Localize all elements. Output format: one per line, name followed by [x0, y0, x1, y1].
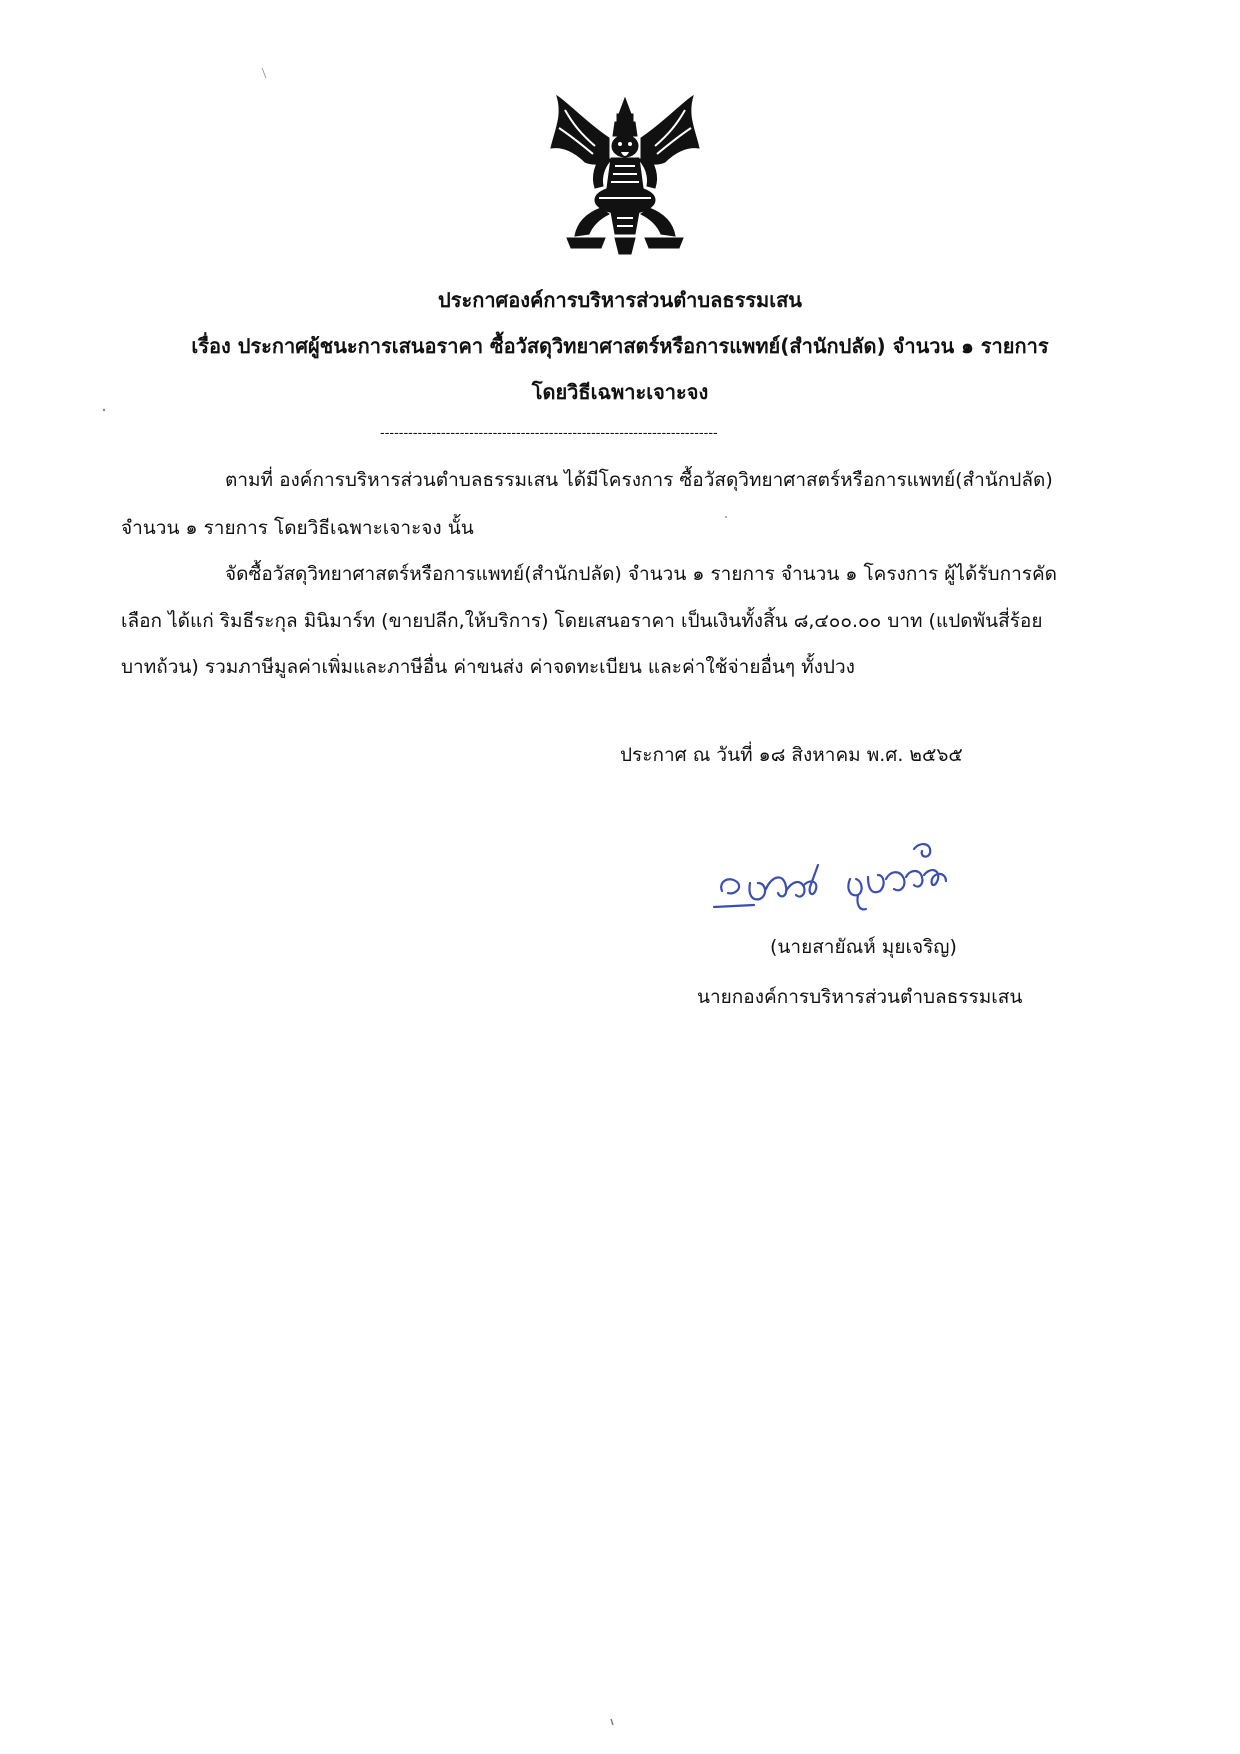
garuda-emblem-icon [545, 92, 705, 260]
paragraph-2-line-1: จัดซื้อวัสดุวิทยาศาสตร์หรือการแพทย์(สำนักปลัด) จำนวน ๑ รายการ จำนวน ๑ โครงการ ผู้ได้รับการคัด [225, 563, 1057, 585]
signature-ink [714, 844, 946, 909]
paragraph-1-line-2: จำนวน ๑ รายการ โดยวิธีเฉพาะเจาะจง นั้น [121, 517, 474, 539]
signer-title: นายกองค์การบริหารส่วนตำบลธรรมเสน [697, 986, 1023, 1008]
separator-line: ------------------------------------------------------------------------ [380, 426, 718, 441]
paragraph-1-line-1: ตามที่ องค์การบริหารส่วนตำบลธรรมเสน ได้มีโครงการ ซื้อวัสดุวิทยาศาสตร์หรือการแพทย์(สำนักปลัด) [225, 469, 1053, 491]
procurement-method: โดยวิธีเฉพาะเจาะจง [531, 380, 709, 404]
signer-name: (นายสายัณห์ มุยเจริญ) [770, 936, 957, 958]
announcement-date: ประกาศ ณ วันที่ ๑๘ สิงหาคม พ.ศ. ๒๕๖๕ [620, 744, 963, 766]
paragraph-2-line-2: เลือก ได้แก่ ริมธีระกุล มินิมาร์ท (ขายปลีก,ให้บริการ) โดยเสนอราคา เป็นเงินทั้งสิ้น ๘,๔๐๐.๐๐ บาท (แปดพันสี่ร้อย [121, 610, 1043, 632]
announcement-subject: เรื่อง ประกาศผู้ชนะการเสนอราคา ซื้อวัสดุวิทยาศาสตร์หรือการแพทย์(สำนักปลัด) จำนวน ๑ รายการ [191, 334, 1049, 358]
announcement-title: ประกาศองค์การบริหารส่วนตำบลธรรมเสน [438, 288, 802, 312]
handwritten-signature [700, 835, 1020, 921]
paragraph-2-line-3: บาทถ้วน) รวมภาษีมูลค่าเพิ่มและภาษีอื่น ค่าขนส่ง ค่าจดทะเบียน และค่าใช้จ่ายอื่นๆ ทั้งปวง [121, 656, 855, 678]
